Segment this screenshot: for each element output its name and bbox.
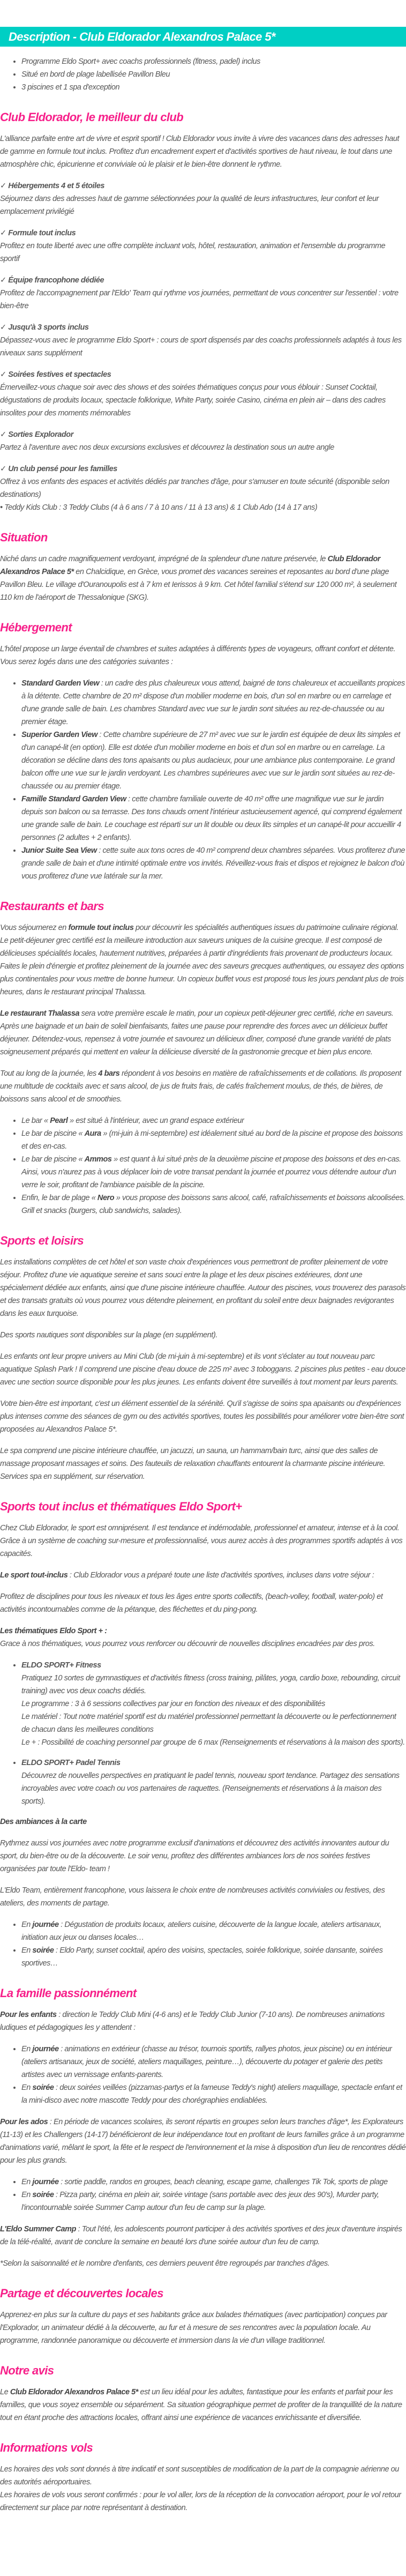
text: pour découvrir les spécialités authentiques issues du patrimoine culinaire régional. Le petit-déjeuner grec certifié est la meilleure introduction aux saveurs uniques de la cuisine grecque. Il est composé de délicieuses spécialités locales, hautement nutritives, préparées à partir d'ingrédients frais provenant de producteurs locaux. Faites le plein d'énergie et profitez pleinement de la journée avec des saveurs grecques authentiques, ou essayez des options plus continentales pour vous mettre de bonne humeur. Un copieux buffet vous est proposé tous les jours pendant plus de trois heures, dans le restaurant principal Thalassa. (0, 924, 404, 996)
ambiances-p1: Rythmez aussi vos journées avec notre programme exclusif d'animations et découvrez des activités innovantes autour du sport, du bien-être ou de la découverte. Le soir venu, profitez des différentes ambiances lors de nos soirées festives organisées par toute l'Eldo- team ! (0, 1839, 389, 1873)
text-bold: 4 bars (98, 1069, 120, 1078)
bar-name: Pearl (50, 1116, 68, 1125)
text-bold: formule tout inclus (68, 924, 134, 932)
room-item (21, 677, 406, 728)
text: » est situé à l'intérieur, avec un grand espace extérieur (67, 1116, 244, 1125)
sports-paragraph: Le spa comprend une piscine intérieure chauffée, un jacuzzi, un sauna, un hammam/bain turc, ainsi que des salles de massage proposant massages et soins. Des fauteuils de relaxation chauffants entourent la charmante piscine intérieure. Services spa en supplément, sur réservation. (0, 1447, 386, 1481)
highlight-item: • 3 piscines et 1 spa d'exception (21, 81, 406, 94)
text: : Pizza party, cinéma en plein air, soirée vintage (sans portable avec des jeux des 90's), Murder party, l'incontournable soirée Summer Camp autour d'un feu de camp sur la plage. (21, 2191, 379, 2212)
bar-item (21, 1192, 406, 1217)
feature-title: ✓ Hébergements 4 et 5 étoiles (0, 182, 104, 190)
text: Niché dans un cadre magnifiquement verdoyant, imprégné de la splendeur d'une nature préservée, le (0, 555, 328, 563)
text: : En période de vacances scolaires, ils seront répartis en groupes selon leurs tranches d'âge*, les Explorateurs (11-13) et les Challengers (14-17) bénéficieront de leur indépendance tout en profitant de leurs familles grâce à un programme d'animations varié, mêlant le sport, la fête et le respect de l'environnement et la mise à disposition d'un lieu de rencontres dédié pour les plus grands. (0, 2118, 406, 2165)
text: en Chalcidique, en Grèce, vous promet des vacances sereines et reposantes au bord d'une plage Pavillon Bleu. Le village d'Ouranoupolis est à 7 km et Ierissos à 9 km. Cet hôtel familial s'étend sur 120 000 m², à seulement 110 km de l'aéroport de Thessalonique (SKG). (0, 568, 397, 602)
room-description: : Cette chambre supérieure de 27 m² avec vue sur le jardin est équipée de deux lits simples et d'un canapé-lit (en option). Elle est dotée d'un mobilier moderne en bois et d'un sol en marbre ou en carrelage. La décoration se décline dans des tons apaisants ou plus audacieux, pour une ambiance plus contemporaine. Le grand balcon offre une vue sur le jardin verdoyant. Les chambres supérieures avec vue sur le jardin sont situées au rez-de-chaussée ou au premier étage. (21, 731, 400, 791)
text: En (21, 2045, 33, 2053)
sports-paragraph: Les enfants ont leur propre univers au Mini Club (de mi-juin à mi-septembre) et ils vont s'éclater au tout nouveau parc aquatique Splash Park ! Il comprend une piscine d'eau douce de 225 m² avec 3 toboggans. 2 piscines plus petites - eau douce avec une section source disponible pour les plus jeunes. Les enfants doivent être surveillés à tout moment par leurs parents. (0, 1352, 405, 1387)
ados-item (21, 2176, 406, 2188)
theme-line: Le programme : 3 à 6 sessions collectives par jour en fonction des niveaux et des disponibilités (21, 1700, 325, 1708)
text-bold: Pour les ados (0, 2118, 48, 2126)
enfants-item (21, 2081, 406, 2107)
themes-title: Les thématiques Eldo Sport + : (0, 1627, 107, 1635)
section-heading-sports: Sports et loisirs (0, 1234, 84, 1247)
text-bold: journée (32, 1920, 59, 1929)
hotel-name: Club Eldorador Alexandros Palace 5* (10, 2388, 138, 2396)
text: » vous propose des boissons sans alcool, café, rafraîchissements et boissons alcoolisées. Grill et snacks (burgers, club sandwichs, salades). (21, 1194, 405, 1215)
text: Le bar « (21, 1116, 50, 1125)
sports-paragraph: Votre bien-être est important, c'est un élément essentiel de la sérénité. Qu'il s'agisse de soins spa apaisants ou d'expériences plus intenses comme des séances de gym ou des activités sportives, toutes les possibilités pour améliorer votre bien-être sont proposées au Alexandros Palace 5*. (0, 1399, 404, 1434)
room-item (21, 793, 406, 844)
feature-text: Partez à l'aventure avec nos deux excursions exclusives et découvrez la destination sous un autre angle (0, 443, 334, 452)
themes-list (0, 1659, 406, 1808)
feature-text: Émerveillez-vous chaque soir avec des shows et des soirées thématiques conçus pour vous éblouir : Sunset Cocktail, dégustations de produits locaux, spectacle folklorique, White Party, soirée Casino, cinéma en plein air – dans des cadres insolites pour des moments mémorables (0, 383, 386, 418)
section-heading-situation: Situation (0, 531, 48, 544)
sports-paragraph: Les installations complètes de cet hôtel et son vaste choix d'expériences vous permettront de profiter pleinement de votre séjour. Profitez d'une vie aquatique sereine et sans souci entre la plage et les deux piscines extérieures, dont une spécialement dédiée aux enfants, ainsi que d'une piscine intérieure chauffée. Autour des piscines, vous trouverez des parasols et des transats gratuits où vous pourrez vous détendre pleinement, en profitant du soleil entre deux baignades revigorantes dans les eaux turquoise. (0, 1258, 406, 1318)
text: Les horaires de vols vous seront confirmés : pour le vol aller, lors de la réception de la convocation aéroport, pour le vol retour directement sur place par notre représentant à destination. (0, 2491, 401, 2512)
partage-text: Apprenez-en plus sur la culture du pays et ses habitants grâce aux balades thématiques (avec participation) conçues par l'Explorador, un animateur dédié à la découverte, au fur et à mesure de ses rencontres avec la population locale. Au programme, randonnée panoramique ou découverte et immersion dans la vie d'un village traditionnel. (0, 2311, 387, 2345)
theme-line: Pratiquez 10 sortes de gymnastiques et d'activités fitness (cross training, pilâtes, yoga, cardio boxe, rebounding, circuit training) avec vos deux coachs dédiés. (21, 1674, 400, 1695)
room-description: : cette chambre familiale ouverte de 40 m² offre une magnifique vue sur le jardin depuis son balcon ou sa terrasse. Des tons chauds ornent l'intérieur astucieusement agencé, qui comprend également une grande salle de bain. Le couchage est réparti sur un lit double ou deux lits simples et un canapé-lit pour accueillir 4 personnes (2 adultes + 2 enfants). (21, 795, 402, 842)
text: En (21, 2178, 33, 2186)
ambiances-title (0, 1815, 406, 1828)
text-bold: journée (32, 2178, 59, 2186)
feature-text: Dépassez-vous avec le programme Eldo Sport+ : cours de sport dispensés par des coachs professionnels adaptés à tous les niveaux sans supplément (0, 336, 402, 358)
club-intro: L'alliance parfaite entre art de vivre et esprit sportif ! Club Eldorador vous invite à vivre des vacances dans des adresses haut de gamme en formule tout inclus. Profitez d'un encadrement expert et d'activités sportives de haut niveau, le tout dans une atmosphère chic, épicurienne et conviviale où le plaisir et le bien-être donnent le rythme. (0, 135, 400, 169)
text: » est quant à lui situé près de la deuxième piscine et propose des boissons et des en-cas. Ainsi, vous n'aurez pas à vous déplacer loin de votre transat pendant la journée et pourrez vous détendre autour d'un verre le soir, profitant de l'ambiance paisible de la piscine. (21, 1155, 401, 1189)
hotel-name: Club Eldorador Alexandros Palace 5* (0, 555, 380, 576)
room-name: Superior Garden View (21, 731, 97, 739)
eldo-sport-disciplines: Profitez de disciplines pour tous les niveaux et tous les âges entre sports collectifs, (beach-volley, football, water-polo) et activités incontournables comme de la pétanque, des fléchettes et du ping-pong. (0, 1592, 383, 1614)
bar-list (0, 1114, 406, 1217)
theme-item (21, 1756, 406, 1808)
text: Les horaires des vols sont donnés à titre indicatif et sont susceptibles de modification de la part de la compagnie aérienne ou des autorités aéroportuaires. (0, 2465, 399, 2486)
theme-line: Le + : Possibilité de coaching personnel par groupe de 6 max (Renseignements et réservations à la maison des sports). (21, 1738, 405, 1747)
text: : Tout l'été, les adolescents pourront participer à des activités sportives et des jeux d'aventure inspirés de la télé-réalité, avant de conclure la semaine en beauté lors d'une soirée autour d'un feu de camp. (0, 2225, 402, 2246)
text: Vous séjournerez en (0, 924, 69, 932)
feature-item (0, 321, 406, 360)
text: En (21, 1946, 33, 1955)
ambiance-item (21, 1944, 406, 1970)
section-heading-vols: Informations vols (0, 2441, 93, 2454)
text: En (21, 2191, 33, 2199)
avis-text (0, 2386, 406, 2424)
restaurants-p1 (0, 921, 406, 999)
theme-title: • ELDO SPORT+ Padel Tennis (21, 1759, 121, 1767)
room-description: : un cadre des plus chaleureux vous attend, baigné de tons chaleureux et accueillants propices à la détente. Cette chambre de 20 m² dispose d'un mobilier moderne en bois, d'un sol en marbre ou en carrelage et d'une grande salle de bain. Les chambres Standard avec vue sur le jardin sont situées au rez-de-chaussée ou au premier étage. (21, 679, 405, 726)
text: : Club Eldorador vous a préparé toute une liste d'activités sportives, incluses dans votre séjour : (67, 1571, 374, 1580)
restaurants-p3 (0, 1067, 406, 1106)
situation-text (0, 553, 406, 604)
text: Enfin, le bar de plage « (21, 1194, 97, 1202)
highlight-item: • Situé en bord de plage labellisée Pavillon Bleu (21, 68, 406, 81)
text: est un lieu idéal pour les adultes, fantastique pour les enfants et parfait pour les familles, que vous soyez ensemble ou séparément. Sa situation géographique permet de profiter de la tranquillité de la nature tout en étant proche des attractions locales, offrant ainsi une expérience de vacances enrichissante et diversifiée. (0, 2388, 402, 2422)
enfants-item (21, 2043, 406, 2081)
eldo-sport-tout-inclus (0, 1569, 406, 1582)
text: » (mi-juin à mi-septembre) est idéalement situé au bord de la piscine et propose des boissons et des en-cas. (21, 1129, 403, 1151)
feature-item (0, 274, 406, 312)
enfants-list (0, 2043, 406, 2107)
feature-title: ✓ Sorties Explorador (0, 430, 73, 439)
vols-text (0, 2463, 406, 2514)
text-bold: soirée (32, 2083, 54, 2092)
feature-title: ✓ Un club pensé pour les familles (0, 465, 117, 473)
text: Le bar de piscine « (21, 1129, 85, 1138)
section-heading-club: Club Eldorador, le meilleur du club (0, 110, 184, 124)
feature-text: Séjournez dans des adresses haut de gamme sélectionnées pour la qualité de leurs infrastructures, leur confort et leur emplacement privilégié (0, 195, 379, 216)
theme-title: • ELDO SPORT+ Fitness (21, 1661, 101, 1670)
ados-list (0, 2176, 406, 2214)
famille-summer-camp (0, 2223, 406, 2249)
text-bold: Pour les enfants (0, 2011, 57, 2019)
feature-text: Profitez de l'accompagnement par l'Eldo' Team qui rythme vos journées, permettant de vous concentrer sur l'essentiel : votre bien-être (0, 289, 399, 310)
eldo-sport-intro: Chez Club Eldorador, le sport est omniprésent. Il est tendance et indémodable, professionnel et amateur, intense et à la cool. Grâce à un système de coaching sur-mesure et professionnalisé, vous aurez accès à des programmes sportifs adaptés à vos capacités. (0, 1524, 403, 1558)
text: : Dégustation de produits locaux, ateliers cuisine, découverte de la langue locale, ateliers artisanaux, initiation aux jeux ou danses locales… (21, 1920, 382, 1942)
famille-enfants (0, 2008, 406, 2034)
famille-ados (0, 2116, 406, 2167)
text: Le bar de piscine « (21, 1155, 85, 1164)
sports-paragraph: Des sports nautiques sont disponibles sur la plage (en supplément). (0, 1331, 217, 1339)
feature-item (0, 463, 406, 514)
bar-item (21, 1153, 406, 1192)
feature-item (0, 227, 406, 265)
teddy-kids-club-note: • Teddy Kids Club : 3 Teddy Clubs (4 à 6 ans / 7 à 10 ans / 11 à 13 ans) & 1 Club Ado (14 à 17 ans) (0, 503, 318, 512)
page-title: Description - Club Eldorador Alexandros Palace 5* (0, 27, 406, 47)
theme-item (21, 1659, 406, 1749)
feature-title: ✓ Formule tout inclus (0, 229, 76, 237)
text: : animations en extérieur (chasse au trésor, tournois sportifs, rallyes photos, jeux piscine) ou en intérieur (ateliers artisanaux, jeux de société, ateliers maquillages, peinture…), découverte du potager et galerie des petits artistes avec un vernissage enfants-parents. (21, 2045, 392, 2079)
text: En (21, 1920, 33, 1929)
text: sera votre première escale le matin, pour un copieux petit-déjeuner grec certifié, riche en saveurs. Après une baignade et un bain de soleil bienfaisants, faites une pause pour reprendre des forces avec un délicieux buffet déjeuner. Détendez-vous, repensez à votre journée et savourez un délicieux dîner, composé d'une grande variété de plats soigneusement préparés qui mettent en valeur la délicieuse diversité de la gastronomie grecque et bien plus encore. (0, 1009, 394, 1056)
feature-title: ✓ Soirées festives et spectacles (0, 370, 111, 379)
theme-line: Le matériel : Tout notre matériel sportif est du matériel professionnel permettant la découverte ou le perfectionnement de chacun dans les meilleures conditions (21, 1713, 396, 1734)
section-heading-partage: Partage et découvertes locales (0, 2287, 163, 2300)
bar-item (21, 1127, 406, 1153)
text-bold: Le restaurant Thalassa (0, 1009, 80, 1018)
ambiances-list (0, 1918, 406, 1970)
ados-item (21, 2188, 406, 2214)
ambiances-p2: L'Eldo Team, entièrement francophone, vous laissera le choix entre de nombreuses activités conviviales ou festives, des ateliers, des moments de partage. (0, 1886, 385, 1908)
section-heading-avis: Notre avis (0, 2364, 54, 2377)
text-bold: soirée (32, 1946, 54, 1955)
text: : sortie paddle, randos en groupes, beach cleaning, escape game, challenges Tik Tok, sports de plage (58, 2178, 388, 2186)
feature-title: ✓ Équipe francophone dédiée (0, 276, 104, 285)
text: : Eldo Party, sunset cocktail, apéro des voisins, spectacles, soirée folklorique, soirée dansante, soirées sportives… (21, 1946, 383, 1968)
text: Grace à nos thématiques, vous pourrez vous renforcer ou découvrir de nouvelles disciplines encadrées par des pros. (0, 1640, 375, 1648)
room-item (21, 728, 406, 793)
text: Le (0, 2388, 10, 2396)
theme-line: Découvrez de nouvelles perspectives en pratiquant le padel tennis, nouveau sport tendance. Partagez des sensations incroyables avec votre coach ou vos partenaires de raquettes. (Renseignements et réservations à la maison des sports). (21, 1771, 400, 1806)
room-name: Junior Suite Sea View (21, 846, 97, 855)
famille-footnote: *Selon la saisonnalité et le nombre d'enfants, ces derniers peuvent être regroupés par tranches d'âges. (0, 2259, 330, 2268)
section-heading-restaurants: Restaurants et bars (0, 899, 104, 913)
feature-title: ✓ Jusqu'à 3 sports inclus (0, 323, 89, 332)
ambiance-item (21, 1918, 406, 1944)
text: répondent à vos besoins en matière de rafraîchissements et de collations. Ils proposent une multitude de cocktails avec et sans alcool, de jus de fruits frais, de cafés fraîchement moulus, de thés, de bières, de boissons sans alcool et de smoothies. (0, 1069, 401, 1104)
room-name: Standard Garden View (21, 679, 100, 688)
room-name: Famille Standard Garden View (21, 795, 126, 803)
text: : direction le Teddy Club Mini (4-6 ans) et le Teddy Club Junior (7-10 ans). De nombreuses animations ludiques et pédagogiques les y attendent : (0, 2011, 385, 2032)
section-heading-famille: La famille passionnément (0, 1986, 137, 2000)
bar-name: Nero (97, 1194, 115, 1202)
room-description: : cette suite aux tons ocres de 40 m² comprend deux chambres séparées. Vous profiterez d'une grande salle de bain et d'une intimité optimale entre vos invités. Réveillez-vous frais et dispos et rejoignez le balcon d'où vous profiterez d'une vue latérale sur la mer. (21, 846, 405, 881)
section-heading-eldo-sport: Sports tout inclus et thématiques Eldo Sport+ (0, 1500, 242, 1513)
text: : deux soirées veillées (pizzamas-partys et la fameuse Teddy's night) ateliers maquillage, spectacle enfant et la mini-disco avec notre mascotte Teddy pour des chorégraphies endiablées. (21, 2083, 402, 2105)
restaurants-p2 (0, 1007, 406, 1059)
feature-item (0, 428, 406, 454)
text-bold: L'Eldo Summer Camp (0, 2225, 76, 2233)
highlight-item: • Programme Eldo Sport+ avec coachs professionnels (fitness, padel) inclus (21, 55, 406, 68)
hebergement-intro: L'hôtel propose un large éventail de chambres et suites adaptées à différents types de voyageurs, offrant confort et détente. Vous serez logés dans une des catégories suivantes : (0, 645, 396, 666)
text-bold: soirée (32, 2191, 54, 2199)
bar-item (21, 1114, 406, 1127)
feature-text: Offrez à vos enfants des espaces et activités dédiés par tranches d'âge, pour s'amuser en toute sécurité (disponible selon destinations) (0, 478, 389, 499)
text-bold: Des ambiances à la carte (0, 1818, 87, 1826)
text: En (21, 2083, 33, 2092)
text: Tout au long de la journée, les (0, 1069, 99, 1078)
feature-text: Profitez en toute liberté avec une offre complète incluant vols, hôtel, restauration, animation et l'ensemble du programme sportif (0, 242, 386, 263)
bar-name: Aura (84, 1129, 101, 1138)
feature-item (0, 368, 406, 420)
room-item (21, 844, 406, 883)
bar-name: Ammos (84, 1155, 112, 1164)
section-heading-hebergement: Hébergement (0, 621, 72, 634)
room-list (0, 677, 406, 883)
feature-item (0, 180, 406, 218)
highlights-list (0, 55, 406, 94)
eldo-sport-themes (0, 1625, 406, 1650)
text-bold: Le sport tout-inclus (0, 1571, 68, 1580)
text-bold: journée (32, 2045, 59, 2053)
